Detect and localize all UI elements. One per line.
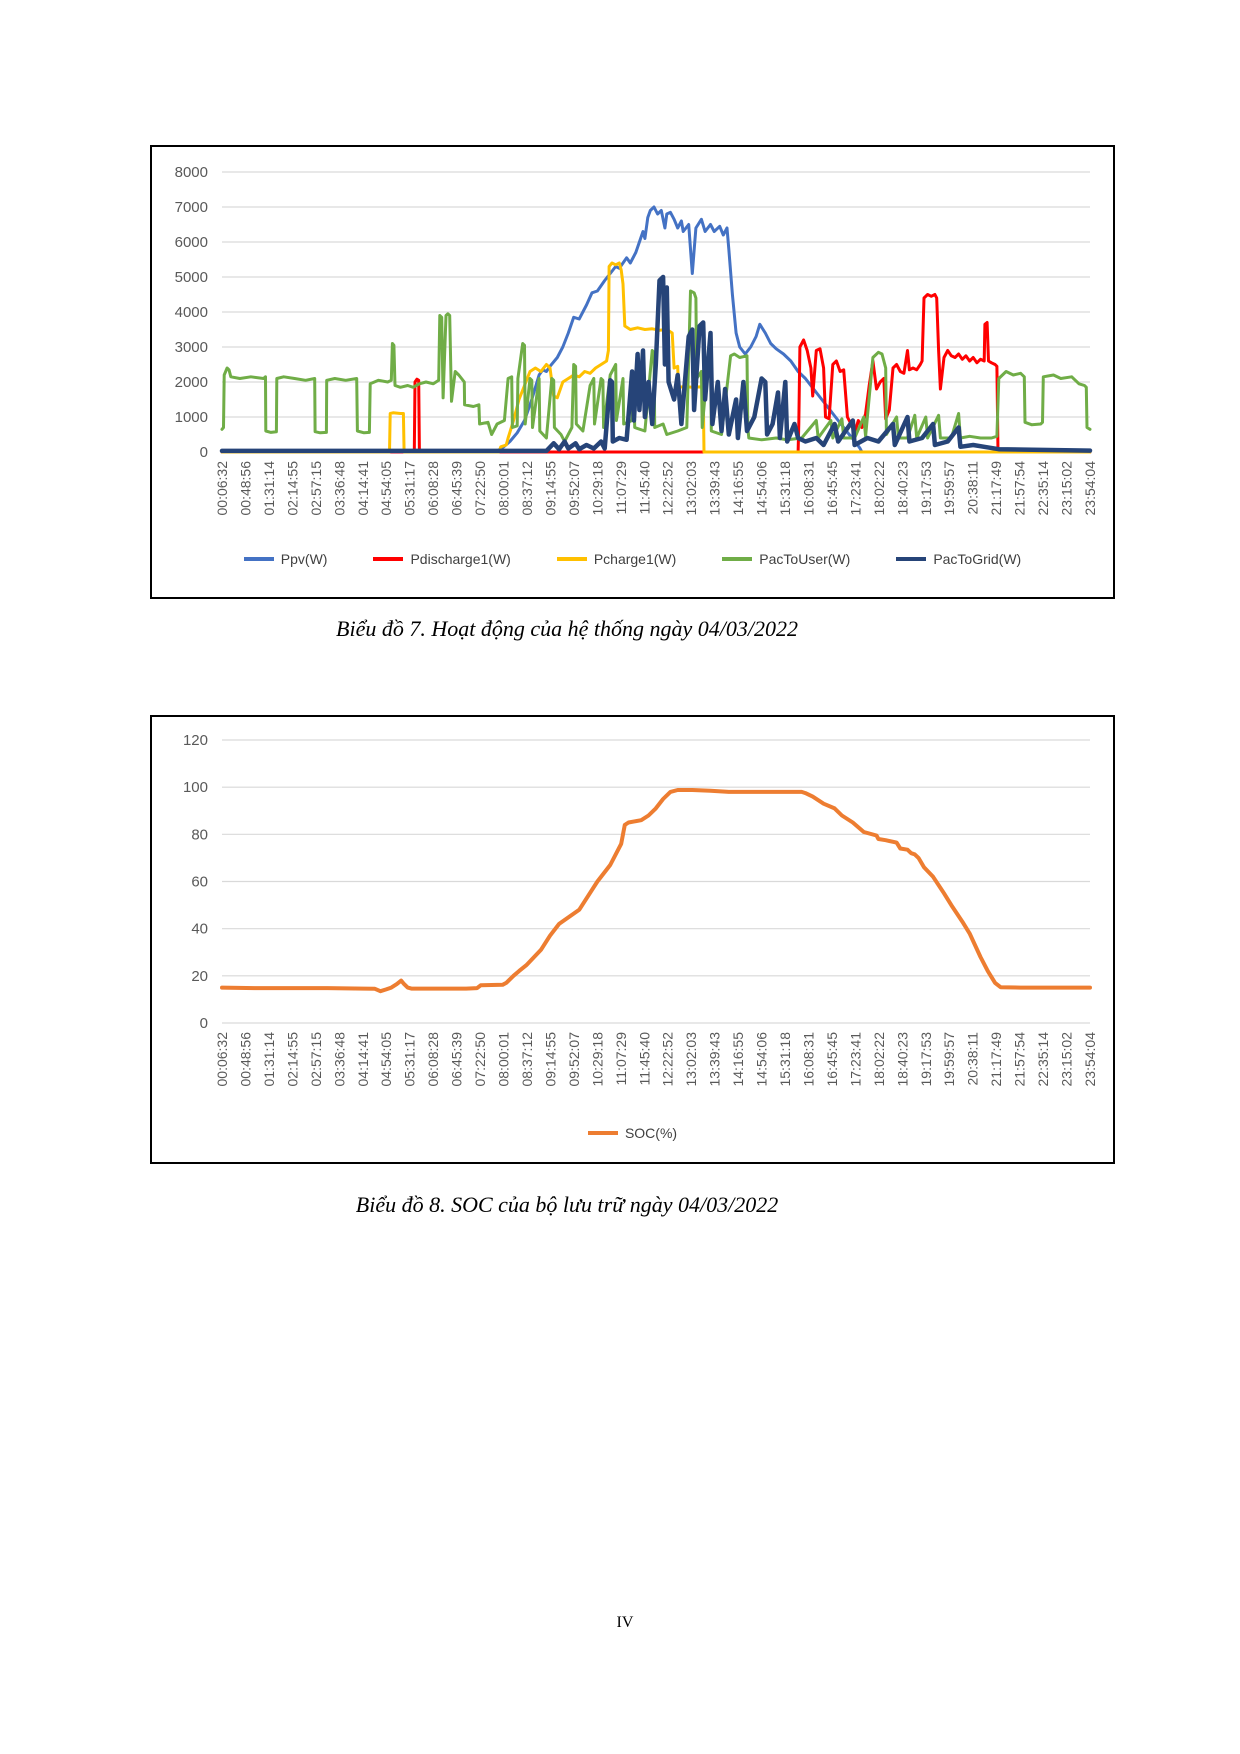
x-tick-label: 03:36:48 [331, 461, 348, 516]
x-tick-label: 02:57:15 [307, 461, 324, 516]
x-tick-label: 16:45:45 [823, 461, 840, 516]
legend-item-PacToGrid(W) [896, 551, 1021, 567]
x-tick-label: 08:00:01 [495, 1032, 512, 1087]
y-tick-label: 100 [182, 779, 208, 797]
y-tick-label: 40 [191, 920, 208, 938]
x-tick-label: 23:15:02 [1058, 1032, 1075, 1087]
legend-label: PacToGrid(W) [933, 551, 1022, 567]
x-tick-label: 14:54:06 [753, 1032, 770, 1087]
legend-line-swatch [588, 1131, 618, 1135]
chart-7-legend [152, 551, 1113, 567]
x-tick-label: 04:14:41 [354, 1032, 371, 1087]
legend-item-Pdischarge1(W) [373, 551, 510, 567]
x-tick-label: 01:31:14 [260, 1032, 277, 1087]
chart-8-frame [150, 715, 1115, 1164]
x-tick-label: 01:31:14 [260, 461, 277, 516]
x-tick-label: 09:14:55 [542, 1032, 559, 1087]
chart-7-frame [150, 145, 1115, 599]
x-tick-label: 10:29:18 [589, 1032, 606, 1087]
legend-label: Ppv(W) [280, 551, 328, 567]
x-tick-label: 20:38:11 [964, 1032, 981, 1086]
x-tick-label: 11:45:40 [636, 1032, 653, 1086]
x-tick-label: 16:08:31 [800, 461, 817, 516]
y-tick-label: 2000 [174, 374, 208, 391]
x-tick-label: 04:54:05 [378, 461, 395, 516]
y-tick-label: 8000 [174, 164, 208, 181]
chart-8-caption: Biểu đồ 8. SOC của bộ lưu trữ ngày 04/03/2022 [355, 1192, 779, 1217]
x-tick-label: 13:02:03 [683, 461, 700, 516]
legend-line-swatch [896, 557, 926, 561]
legend-label: Pcharge1(W) [593, 551, 677, 567]
x-tick-label: 12:22:52 [659, 1032, 676, 1087]
x-tick-label: 09:52:07 [565, 461, 582, 516]
legend-line-swatch [373, 557, 403, 561]
x-tick-label: 11:07:29 [612, 1032, 629, 1086]
x-tick-label: 06:08:28 [425, 1032, 442, 1087]
x-tick-label: 06:45:39 [448, 461, 465, 516]
x-tick-label: 14:16:55 [730, 1032, 747, 1087]
x-tick-label: 21:17:49 [988, 461, 1005, 516]
page-number: IV [616, 1614, 634, 1631]
chart-8-plot [152, 717, 1113, 1162]
x-tick-label: 08:37:12 [518, 461, 535, 516]
x-tick-label: 06:08:28 [425, 461, 442, 516]
y-tick-label: 80 [191, 826, 208, 844]
x-tick-label: 09:14:55 [542, 461, 559, 516]
chart-8-legend [152, 1125, 1113, 1141]
x-tick-label: 22:35:14 [1035, 1032, 1052, 1087]
x-tick-label: 03:36:48 [331, 1032, 348, 1087]
x-tick-label: 00:48:56 [237, 461, 254, 516]
x-tick-label: 12:22:52 [659, 461, 676, 516]
x-tick-label: 06:45:39 [448, 1032, 465, 1087]
x-tick-label: 15:31:18 [777, 1032, 794, 1087]
x-tick-label: 04:14:41 [354, 461, 371, 516]
y-tick-label: 0 [199, 1015, 208, 1032]
x-tick-label: 20:38:11 [964, 461, 981, 515]
x-tick-label: 23:54:04 [1082, 1032, 1098, 1087]
x-tick-label: 19:17:53 [917, 1032, 934, 1087]
x-tick-label: 16:08:31 [800, 1032, 817, 1087]
x-tick-label: 16:45:45 [823, 1032, 840, 1087]
x-tick-label: 22:35:14 [1035, 461, 1052, 516]
x-tick-label: 00:48:56 [237, 1032, 254, 1087]
y-tick-label: 120 [182, 732, 208, 749]
x-tick-label: 00:06:32 [214, 461, 230, 516]
x-tick-label: 18:40:23 [894, 461, 911, 516]
x-tick-label: 14:16:55 [730, 461, 747, 516]
legend-label: SOC(%) [624, 1125, 678, 1141]
series-line-SOC(%) [222, 790, 1090, 991]
x-tick-label: 21:57:54 [1011, 461, 1028, 516]
y-tick-label: 6000 [174, 234, 208, 251]
legend-line-swatch [557, 557, 587, 561]
chart-7-caption: Biểu đồ 7. Hoạt động của hệ thống ngày 04/03/2022 [336, 616, 798, 641]
x-tick-label: 13:39:43 [706, 461, 723, 516]
legend-item-PacToUser(W) [722, 551, 850, 567]
y-tick-label: 3000 [174, 339, 208, 356]
y-tick-label: 0 [199, 444, 208, 461]
y-tick-label: 5000 [174, 269, 208, 286]
x-tick-label: 07:22:50 [472, 461, 489, 516]
x-tick-label: 21:17:49 [988, 1032, 1005, 1087]
legend-item-SOC(%) [588, 1125, 677, 1141]
x-tick-label: 05:31:17 [401, 1032, 418, 1087]
x-tick-label: 15:31:18 [777, 461, 794, 516]
x-tick-label: 10:29:18 [589, 461, 606, 516]
x-tick-label: 02:14:55 [284, 461, 301, 516]
x-tick-label: 18:02:22 [870, 1032, 887, 1087]
legend-label: PacToUser(W) [759, 551, 851, 567]
x-tick-label: 17:23:41 [847, 1032, 864, 1087]
x-tick-label: 08:00:01 [495, 461, 512, 516]
x-tick-label: 09:52:07 [565, 1032, 582, 1087]
x-tick-label: 19:59:57 [941, 1032, 958, 1087]
x-tick-label: 13:39:43 [706, 1032, 723, 1087]
x-tick-label: 17:23:41 [847, 461, 864, 516]
x-tick-label: 11:45:40 [636, 461, 653, 515]
x-tick-label: 11:07:29 [612, 460, 629, 515]
x-tick-label: 14:54:06 [753, 461, 770, 516]
x-tick-label: 19:59:57 [941, 461, 958, 516]
x-tick-label: 07:22:50 [472, 1032, 489, 1087]
legend-label: Pdischarge1(W) [410, 551, 511, 567]
legend-item-Pcharge1(W) [557, 551, 676, 567]
x-tick-label: 00:06:32 [214, 1032, 230, 1087]
x-tick-label: 08:37:12 [518, 1032, 535, 1087]
x-tick-label: 21:57:54 [1011, 1032, 1028, 1087]
y-tick-label: 1000 [174, 409, 208, 426]
x-tick-label: 18:40:23 [894, 1032, 911, 1087]
x-tick-label: 19:17:53 [917, 461, 934, 516]
legend-line-swatch [244, 557, 274, 561]
x-tick-label: 02:14:55 [284, 1032, 301, 1087]
x-tick-label: 18:02:22 [870, 461, 887, 516]
y-tick-label: 60 [191, 873, 208, 891]
x-tick-label: 05:31:17 [401, 461, 418, 516]
x-tick-label: 13:02:03 [683, 1032, 700, 1087]
legend-item-Ppv(W) [244, 551, 328, 567]
x-tick-label: 23:15:02 [1058, 461, 1075, 516]
y-tick-label: 20 [191, 967, 208, 985]
chart-7-plot [152, 147, 1113, 597]
x-tick-label: 04:54:05 [378, 1032, 395, 1087]
y-tick-label: 4000 [174, 304, 208, 321]
y-tick-label: 7000 [174, 199, 208, 216]
x-tick-label: 02:57:15 [307, 1032, 324, 1087]
x-tick-label: 23:54:04 [1082, 461, 1098, 516]
legend-line-swatch [722, 557, 752, 561]
